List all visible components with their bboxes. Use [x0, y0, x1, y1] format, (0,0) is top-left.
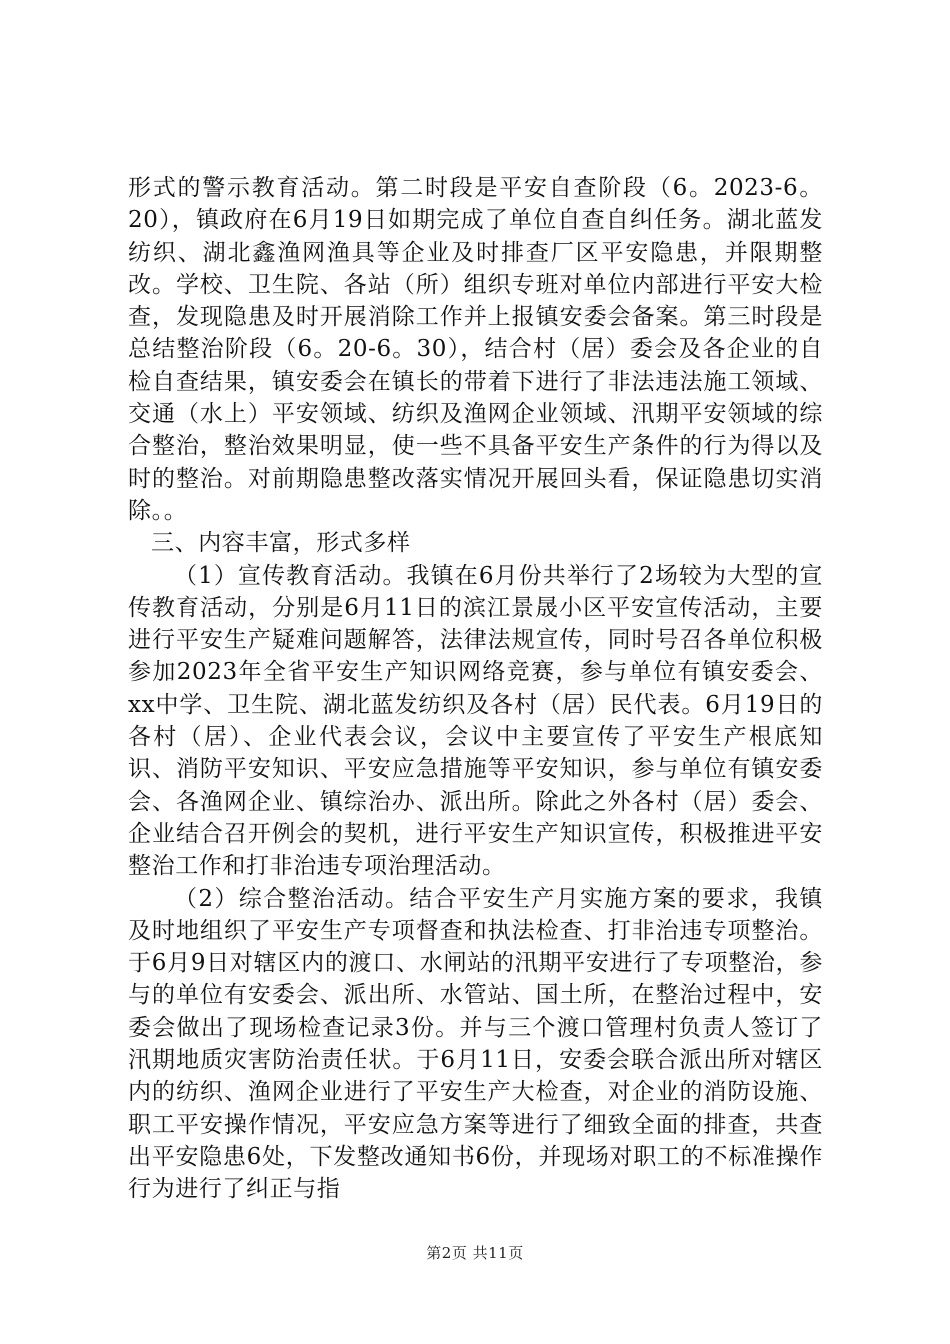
document-body: [128, 172, 823, 1206]
paragraph-comprehensive-rectification: （2）综合整治活动。结合平安生产月实施方案的要求，我镇及时地组织了平安生产专项督查和执法检查、打非治违专项整治。于6月9日对辖区内的渡口、水闸站的汛期平安进行了专项整治，参与的单位有安委会、派出所、水管站、国土所，在整治过程中，安委会做出了现场检查记录3份。并与三个渡口管理村负责人签订了汛期地质灾害防治责任状。于6月11日，安委会联合派出所对辖区内的纺织、渔网企业进行了平安生产大检查，对企业的消防设施、职工平安操作情况，平安应急方案等进行了细致全面的排查，共查出平安隐患6处，下发整改通知书6份，并现场对职工的不标准操作行为进行了纠正与指: [128, 885, 823, 1203]
paragraph-continuation: 形式的警示教育活动。第二时段是平安自查阶段（6。2023-6。20），镇政府在6月19日如期完成了单位自查自纠任务。湖北蓝发纺织、湖北鑫渔网渔具等企业及时排查厂区平安隐患，并限期整改。学校、卫生院、各站（所）组织专班对单位内部进行平安大检查，发现隐患及时开展消除工作并上报镇安委会备案。第三时段是总结整治阶段（6。20-6。30），结合村（居）委会及各企业的自检自查结果，镇安委会在镇长的带着下进行了非法违法施工领域、交通（水上）平安领域、纺织及渔网企业领域、汛期平安领域的综合整治，整治效果明显，使一些不具备平安生产条件的行为得以及时的整治。对前期隐患整改落实情况开展回头看，保证隐患切实消除。。: [128, 175, 823, 524]
section-heading-3: 三、内容丰富，形式多样: [151, 530, 411, 557]
paragraph-publicity-education: （1）宣传教育活动。我镇在6月份共举行了2场较为大型的宣传教育活动，分别是6月11日的滨江景晟小区平安宣传活动，主要进行平安生产疑难问题解答，法律法规宣传，同时号召各单位积极参加2023年全省平安生产知识网络竞赛，参与单位有镇安委会、xx中学、卫生院、湖北蓝发纺织及各村（居）民代表。6月19日的各村（居）、企业代表会议，会议中主要宣传了平安生产根底知识、消防平安知识、平安应急措施等平安知识，参与单位有镇安委会、各渔网企业、镇综治办、派出所。除此之外各村（居）委会、企业结合召开例会的契机，进行平安生产知识宣传，积极推进平安整治工作和打非治违专项治理活动。: [128, 562, 823, 880]
page-number-footer: 第2页 共11页: [426, 1244, 524, 1262]
